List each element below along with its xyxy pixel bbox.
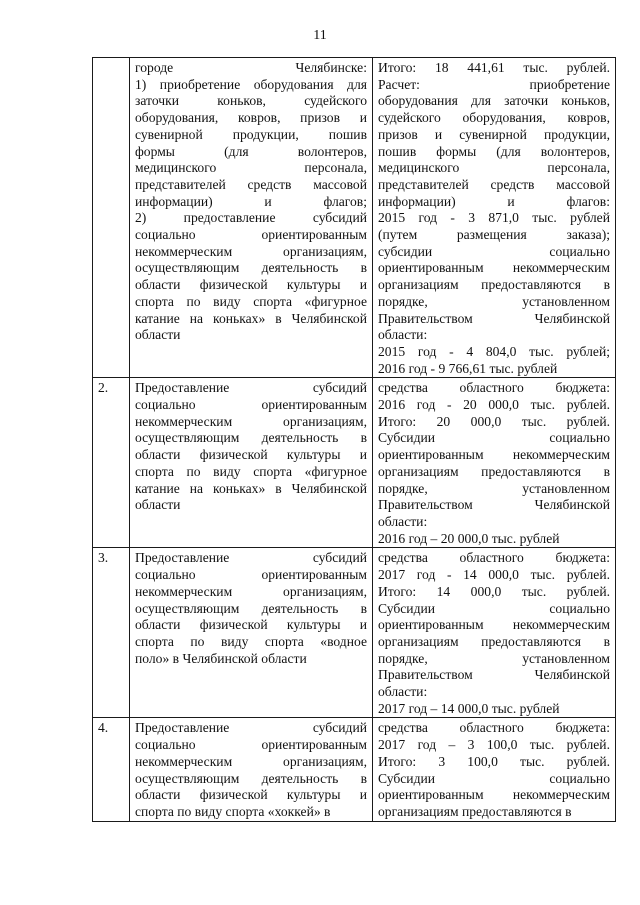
text-line: формы (для волонтеров,: [135, 143, 367, 159]
text-line: социально ориентированным: [135, 567, 367, 583]
financing-cell: [373, 548, 616, 718]
text-line: некоммерческим организациям,: [135, 413, 367, 429]
text-line: Итого: 18 441,61 тыс. рублей.: [378, 60, 610, 75]
text-line: организациям предоставляются в: [378, 803, 572, 819]
text-line: области: [135, 497, 181, 513]
text-line: некоммерческим организациям,: [135, 583, 367, 599]
table-row: [93, 378, 616, 548]
measure-name-cell: [130, 378, 373, 548]
text-line: оборудования, ковров, призов и: [135, 110, 367, 126]
text-line: Субсидии социально: [378, 770, 610, 786]
text-line: 2017 год - 14 000,0 тыс. рублей.: [378, 567, 610, 583]
text-line: Итого: 3 100,0 тыс. рублей.: [378, 753, 610, 769]
text-line: области физической культуры и: [135, 787, 367, 803]
text-line: 2) предоставление субсидий: [135, 210, 367, 226]
text-line: социально ориентированным: [135, 397, 367, 413]
text-line: средства областного бюджета:: [378, 550, 610, 566]
row-number: [93, 58, 130, 378]
text-line: Правительством Челябинской: [378, 667, 610, 683]
text-line: социально ориентированным: [135, 737, 367, 753]
text-line: представителей средств массовой: [378, 176, 610, 192]
text-line: 2017 год – 3 100,0 тыс. рублей.: [378, 737, 610, 753]
text-line: 2016 год - 20 000,0 тыс. рублей.: [378, 397, 610, 413]
text-line: Итого: 20 000,0 тыс. рублей.: [378, 413, 610, 429]
table-row: [93, 548, 616, 718]
text-line: средства областного бюджета:: [378, 720, 610, 736]
text-line: некоммерческим организациям,: [135, 243, 367, 259]
text-line: городе Челябинске:: [135, 60, 367, 75]
text-line: осуществляющим деятельность в: [135, 770, 367, 786]
text-line: спорта по виду спорта «фигурное: [135, 463, 367, 479]
text-line: 2016 год – 20 000,0 тыс. рублей: [378, 530, 560, 546]
text-line: Субсидии социально: [378, 430, 610, 446]
table-row: [93, 58, 616, 378]
financing-cell: [373, 378, 616, 548]
text-line: судейского оборудования, ковров,: [378, 110, 610, 126]
text-line: области физической культуры и: [135, 447, 367, 463]
text-line: организациям предоставляются в: [378, 277, 610, 293]
text-line: 2015 год - 3 871,0 тыс. рублей: [378, 210, 610, 226]
text-line: медицинского персонала,: [378, 160, 610, 176]
text-line: Предоставление субсидий: [135, 720, 367, 736]
text-line: призов и сувенирной продукции,: [378, 126, 610, 142]
text-line: ориентированным некоммерческим: [378, 447, 610, 463]
text-line: области физической культуры и: [135, 617, 367, 633]
measure-name-cell: [130, 58, 373, 378]
text-line: поло» в Челябинской области: [135, 650, 307, 666]
text-line: Предоставление субсидий: [135, 380, 367, 396]
text-line: области: [135, 327, 181, 343]
text-line: осуществляющим деятельность в: [135, 600, 367, 616]
text-line: области:: [378, 327, 428, 343]
text-line: ориентированным некоммерческим: [378, 617, 610, 633]
financing-cell: [373, 58, 616, 378]
text-line: 2015 год - 4 804,0 тыс. рублей;: [378, 343, 610, 359]
text-line: Предоставление субсидий: [135, 550, 367, 566]
text-line: оборудования для заточки коньков,: [378, 93, 610, 109]
page-number: 11: [313, 28, 327, 43]
table-body: [93, 58, 616, 822]
text-line: осуществляющим деятельность в: [135, 430, 367, 446]
text-line: порядке, установленном: [378, 650, 610, 666]
text-line: области:: [378, 684, 428, 700]
text-line: организациям предоставляются в: [378, 633, 610, 649]
row-number: 4.: [93, 718, 130, 821]
text-line: некоммерческим организациям,: [135, 753, 367, 769]
text-line: ориентированным некоммерческим: [378, 260, 610, 276]
financing-cell: [373, 718, 616, 821]
text-line: Правительством Челябинской: [378, 497, 610, 513]
text-line: пошив формы (для волонтеров,: [378, 143, 610, 159]
text-line: представителей средств массовой: [135, 176, 367, 192]
table-row: [93, 718, 616, 821]
text-line: спорта по виду спорта «хоккей» в: [135, 803, 331, 819]
measures-table: [92, 57, 616, 822]
text-line: 2017 год – 14 000,0 тыс. рублей: [378, 700, 560, 716]
text-line: ориентированным некоммерческим: [378, 787, 610, 803]
text-line: катание на коньках» в Челябинской: [135, 480, 367, 496]
text-line: Расчет: приобретение: [378, 76, 610, 92]
text-line: субсидии социально: [378, 243, 610, 259]
text-line: социально ориентированным: [135, 227, 367, 243]
text-line: порядке, установленном: [378, 480, 610, 496]
text-line: организациям предоставляются в: [378, 463, 610, 479]
text-line: Правительством Челябинской: [378, 310, 610, 326]
text-line: катание на коньках» в Челябинской: [135, 310, 367, 326]
text-line: осуществляющим деятельность в: [135, 260, 367, 276]
row-number: 2.: [93, 378, 130, 548]
measure-name-cell: [130, 718, 373, 821]
text-line: области физической культуры и: [135, 277, 367, 293]
text-line: 1) приобретение оборудования для: [135, 76, 367, 92]
text-line: Субсидии социально: [378, 600, 610, 616]
text-line: (путем размещения заказа);: [378, 227, 610, 243]
text-line: информации) и флагов;: [135, 193, 367, 209]
text-line: средства областного бюджета:: [378, 380, 610, 396]
text-line: порядке, установленном: [378, 293, 610, 309]
text-line: медицинского персонала,: [135, 160, 367, 176]
row-number: 3.: [93, 548, 130, 718]
text-line: области:: [378, 513, 428, 529]
text-line: 2016 год - 9 766,61 тыс. рублей: [378, 360, 558, 376]
text-line: спорта по виду спорта «фигурное: [135, 293, 367, 309]
text-line: спорта по виду спорта «водное: [135, 633, 367, 649]
text-line: Итого: 14 000,0 тыс. рублей.: [378, 583, 610, 599]
text-line: информации) и флагов:: [378, 193, 610, 209]
text-line: сувенирной продукции, пошив: [135, 126, 367, 142]
measure-name-cell: [130, 548, 373, 718]
text-line: заточки коньков, судейского: [135, 93, 367, 109]
